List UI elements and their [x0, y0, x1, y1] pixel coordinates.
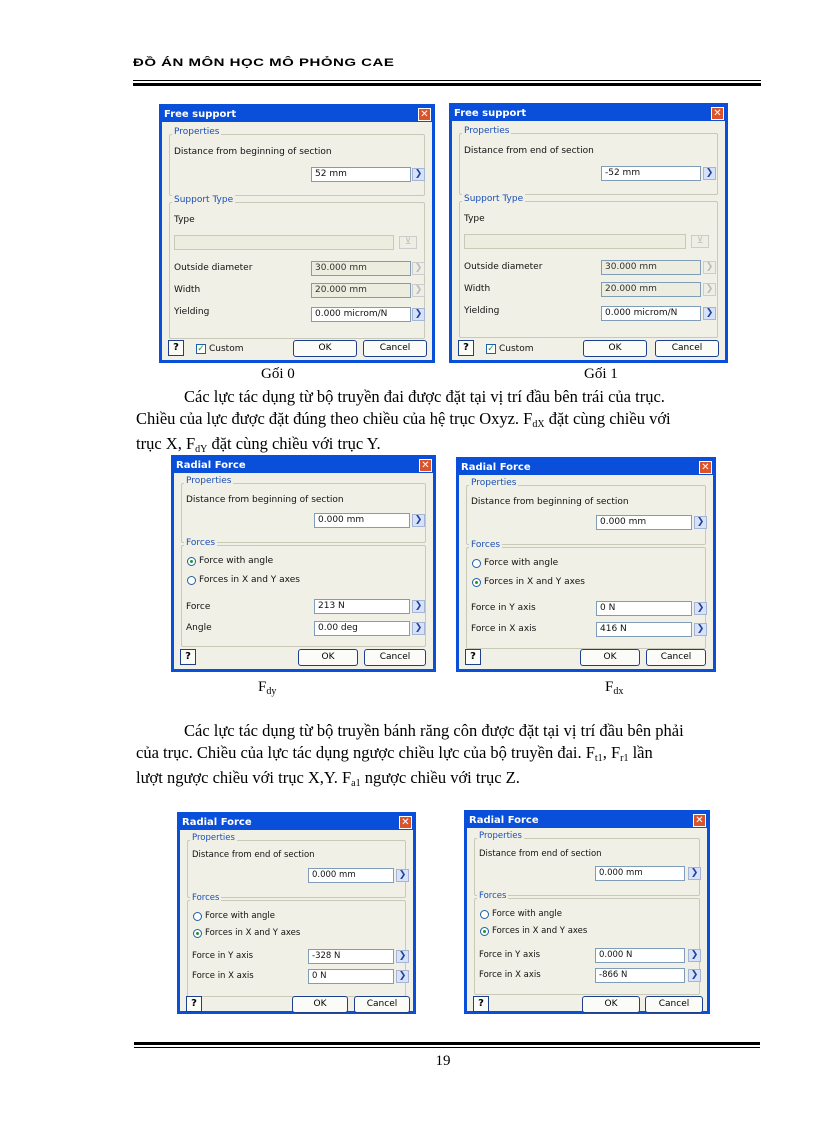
arrow-right-icon[interactable]: ❯ — [694, 623, 707, 636]
close-icon[interactable]: ✕ — [399, 816, 412, 829]
free-support-dialog-right — [449, 103, 728, 363]
force-y-input[interactable]: 0.000 N — [595, 948, 685, 963]
radial-force-dialog-gear-left — [177, 812, 416, 1014]
force-with-angle-label: Force with angle — [484, 558, 559, 568]
force-y-input[interactable]: 0 N — [596, 601, 692, 616]
forces-label: Forces — [192, 893, 220, 903]
arrow-right-icon[interactable]: ❯ — [396, 869, 409, 882]
dialog-title: Radial Force — [461, 462, 531, 473]
angle-input[interactable]: 0.00 deg — [314, 621, 410, 636]
properties-label: Properties — [464, 126, 510, 136]
paragraph-2-line-2: của trục. Chiều của lực tác dụng ngược chiều lực của bộ truyền đai. Ft1, Fr1 lần — [136, 743, 653, 764]
distance-label: Distance from beginning of section — [471, 497, 629, 507]
help-icon[interactable]: ? — [180, 649, 196, 665]
cancel-button[interactable]: Cancel — [645, 996, 703, 1013]
force-y-label: Force in Y axis — [471, 603, 536, 613]
paragraph-2 — [136, 720, 776, 792]
yielding-input[interactable]: 0.000 microm/N — [311, 307, 411, 322]
cancel-button[interactable]: Cancel — [655, 340, 719, 357]
force-y-label: Force in Y axis — [479, 950, 541, 960]
footer-rule-thin — [134, 1047, 760, 1048]
radio-forces-xy[interactable] — [472, 578, 481, 587]
width-label: Width — [464, 284, 491, 294]
arrow-right-icon[interactable]: ❯ — [396, 950, 409, 963]
yielding-label: Yielding — [464, 306, 500, 316]
custom-checkbox[interactable]: ✓ — [487, 344, 495, 354]
ok-button[interactable]: OK — [580, 649, 640, 666]
force-y-input[interactable]: -328 N — [308, 949, 394, 964]
width-input[interactable]: 20.000 mm — [601, 282, 701, 297]
distance-input[interactable]: -52 mm — [601, 166, 701, 181]
help-icon[interactable]: ? — [458, 340, 474, 356]
force-x-input[interactable]: 0 N — [308, 969, 394, 984]
distance-input[interactable]: 52 mm — [311, 167, 411, 182]
forces-xy-label: Forces in X and Y axes — [484, 577, 585, 587]
distance-input[interactable]: 0.000 mm — [595, 866, 685, 881]
radio-force-with-angle[interactable] — [480, 910, 489, 919]
free-support-dialog-left — [159, 104, 435, 363]
properties-label: Properties — [174, 127, 220, 137]
paragraph-2-line-3: lượt ngược chiều với trục X,Y. Fa1 ngược chiều với trục Z. — [136, 768, 520, 789]
help-icon[interactable]: ? — [186, 996, 202, 1012]
force-x-label: Force in X axis — [471, 624, 537, 634]
distance-input[interactable]: 0.000 mm — [314, 513, 410, 528]
forces-label: Forces — [479, 891, 507, 901]
cancel-button[interactable]: Cancel — [646, 649, 706, 666]
radio-forces-xy[interactable] — [480, 927, 489, 936]
dialog-title: Free support — [164, 109, 237, 120]
arrow-right-icon: ❯ — [703, 283, 716, 296]
type-select[interactable] — [174, 235, 394, 250]
arrow-right-icon[interactable]: ❯ — [694, 516, 707, 529]
close-icon[interactable]: ✕ — [418, 108, 431, 121]
force-y-label: Force in Y axis — [192, 951, 254, 961]
header-title: ĐỒ ÁN MÔN HỌC MÔ PHỎNG CAE — [133, 56, 395, 69]
properties-label: Properties — [479, 831, 522, 841]
paragraph-2-line-1: Các lực tác dụng từ bộ truyền bánh răng côn được đặt tại vị trí đầu bên phải — [184, 721, 684, 740]
forces-label: Forces — [471, 540, 501, 550]
outside-diameter-label: Outside diameter — [174, 263, 253, 273]
distance-label: Distance from end of section — [479, 849, 602, 859]
properties-label: Properties — [186, 476, 232, 486]
force-with-angle-label: Force with angle — [492, 909, 563, 919]
force-label: Force — [186, 602, 211, 612]
arrow-right-icon[interactable]: ❯ — [412, 168, 425, 181]
radio-forces-xy[interactable] — [193, 929, 202, 938]
force-x-label: Force in X axis — [479, 970, 541, 980]
arrow-right-icon[interactable]: ❯ — [412, 514, 425, 527]
distance-label: Distance from end of section — [192, 850, 315, 860]
forces-label: Forces — [186, 538, 216, 548]
radial-force-dialog-fdy — [171, 455, 436, 672]
radio-force-with-angle[interactable] — [193, 912, 202, 921]
ok-button[interactable]: OK — [293, 340, 357, 357]
properties-group — [169, 134, 425, 196]
properties-label: Properties — [192, 833, 235, 843]
outside-diameter-input[interactable]: 30.000 mm — [601, 260, 701, 275]
help-icon[interactable]: ? — [465, 649, 481, 665]
custom-label: Custom — [209, 344, 244, 354]
outside-diameter-label: Outside diameter — [464, 262, 543, 272]
dialog-title: Radial Force — [182, 817, 252, 828]
yielding-label: Yielding — [174, 307, 210, 317]
force-with-angle-label: Force with angle — [199, 556, 274, 566]
close-icon[interactable]: ✕ — [711, 107, 724, 120]
type-label: Type — [174, 215, 195, 225]
caption-goi-1: Gối 1 — [584, 366, 618, 382]
custom-label: Custom — [499, 344, 534, 354]
width-label: Width — [174, 285, 201, 295]
properties-label: Properties — [471, 478, 517, 488]
paragraph-1-line-2: Chiều của lực được đặt đúng theo chiều của hệ trục Oxyz. FdX đặt cùng chiều với — [136, 409, 671, 430]
cancel-button[interactable]: Cancel — [364, 649, 426, 666]
distance-label: Distance from end of section — [464, 146, 594, 156]
width-input[interactable]: 20.000 mm — [311, 283, 411, 298]
ok-button[interactable]: OK — [583, 340, 647, 357]
radial-force-dialog-gear-right — [464, 810, 710, 1014]
forces-xy-label: Forces in X and Y axes — [492, 926, 588, 936]
paragraph-1-line-1: Các lực tác dụng từ bộ truyền đai được đặt tại vị trí đầu bên trái của trục. — [184, 387, 665, 406]
distance-input[interactable]: 0.000 mm — [308, 868, 394, 883]
custom-checkbox[interactable]: ✓ — [197, 344, 205, 354]
footer-rule-thick — [134, 1042, 760, 1045]
close-icon[interactable]: ✕ — [693, 814, 706, 827]
arrow-right-icon[interactable]: ❯ — [703, 167, 716, 180]
type-label: Type — [464, 214, 485, 224]
page-number: 19 — [435, 1053, 451, 1069]
ok-button[interactable]: OK — [582, 996, 640, 1013]
forces-xy-label: Forces in X and Y axes — [205, 928, 301, 938]
support-type-label: Support Type — [464, 194, 524, 204]
close-icon[interactable]: ✕ — [419, 459, 432, 472]
properties-group — [459, 133, 718, 195]
dialog-title: Radial Force — [176, 460, 246, 471]
arrow-right-icon[interactable]: ❯ — [412, 308, 425, 321]
force-input[interactable]: 213 N — [314, 599, 410, 614]
arrow-right-icon[interactable]: ❯ — [703, 307, 716, 320]
outside-diameter-input[interactable]: 30.000 mm — [311, 261, 411, 276]
dialog-title: Free support — [454, 108, 527, 119]
distance-label: Distance from beginning of section — [186, 495, 344, 505]
arrow-right-icon: ❯ — [703, 261, 716, 274]
radial-force-dialog-fdx — [456, 457, 716, 672]
help-icon[interactable]: ? — [168, 340, 184, 356]
yielding-input[interactable]: 0.000 microm/N — [601, 306, 701, 321]
support-type-label: Support Type — [174, 195, 234, 205]
header-rule-thick — [133, 83, 761, 86]
caption-goi-0: Gối 0 — [261, 366, 295, 382]
arrow-right-icon[interactable]: ❯ — [694, 602, 707, 615]
arrow-right-icon[interactable]: ❯ — [688, 969, 701, 982]
ok-button[interactable]: OK — [298, 649, 358, 666]
cancel-button[interactable]: Cancel — [354, 996, 410, 1013]
caption-fdy: $F_{dy}$ — [258, 679, 277, 697]
type-select[interactable] — [464, 234, 686, 249]
force-x-label: Force in X axis — [192, 971, 254, 981]
forces-xy-label: Forces in X and Y axes — [199, 575, 300, 585]
caption-fdx: $F_{dx}$ — [605, 679, 624, 697]
force-with-angle-label: Force with angle — [205, 911, 276, 921]
arrow-right-icon[interactable]: ❯ — [396, 970, 409, 983]
cancel-button[interactable]: Cancel — [363, 340, 427, 357]
arrow-right-icon: ❯ — [412, 262, 425, 275]
dialog-title: Radial Force — [469, 815, 539, 826]
radio-forces-xy[interactable] — [187, 576, 196, 585]
select-icon[interactable]: ⊻ — [691, 235, 709, 248]
ok-button[interactable]: OK — [292, 996, 348, 1013]
arrow-right-icon[interactable]: ❯ — [688, 949, 701, 962]
force-x-input[interactable]: 416 N — [596, 622, 692, 637]
distance-label: Distance from beginning of section — [174, 147, 332, 157]
select-icon[interactable]: ⊻ — [399, 236, 417, 249]
radio-force-with-angle[interactable] — [187, 557, 196, 566]
arrow-right-icon: ❯ — [412, 284, 425, 297]
help-icon[interactable]: ? — [473, 996, 489, 1012]
arrow-right-icon[interactable]: ❯ — [688, 867, 701, 880]
arrow-right-icon[interactable]: ❯ — [412, 600, 425, 613]
force-x-input[interactable]: -866 N — [595, 968, 685, 983]
radio-force-with-angle[interactable] — [472, 559, 481, 568]
header-rule-thin — [133, 80, 761, 81]
close-icon[interactable]: ✕ — [699, 461, 712, 474]
distance-input[interactable]: 0.000 mm — [596, 515, 692, 530]
paragraph-1-line-3: trục X, FdY đặt cùng chiều với trục Y. — [136, 434, 381, 455]
angle-label: Angle — [186, 623, 212, 633]
arrow-right-icon[interactable]: ❯ — [412, 622, 425, 635]
paragraph-1 — [136, 386, 776, 458]
